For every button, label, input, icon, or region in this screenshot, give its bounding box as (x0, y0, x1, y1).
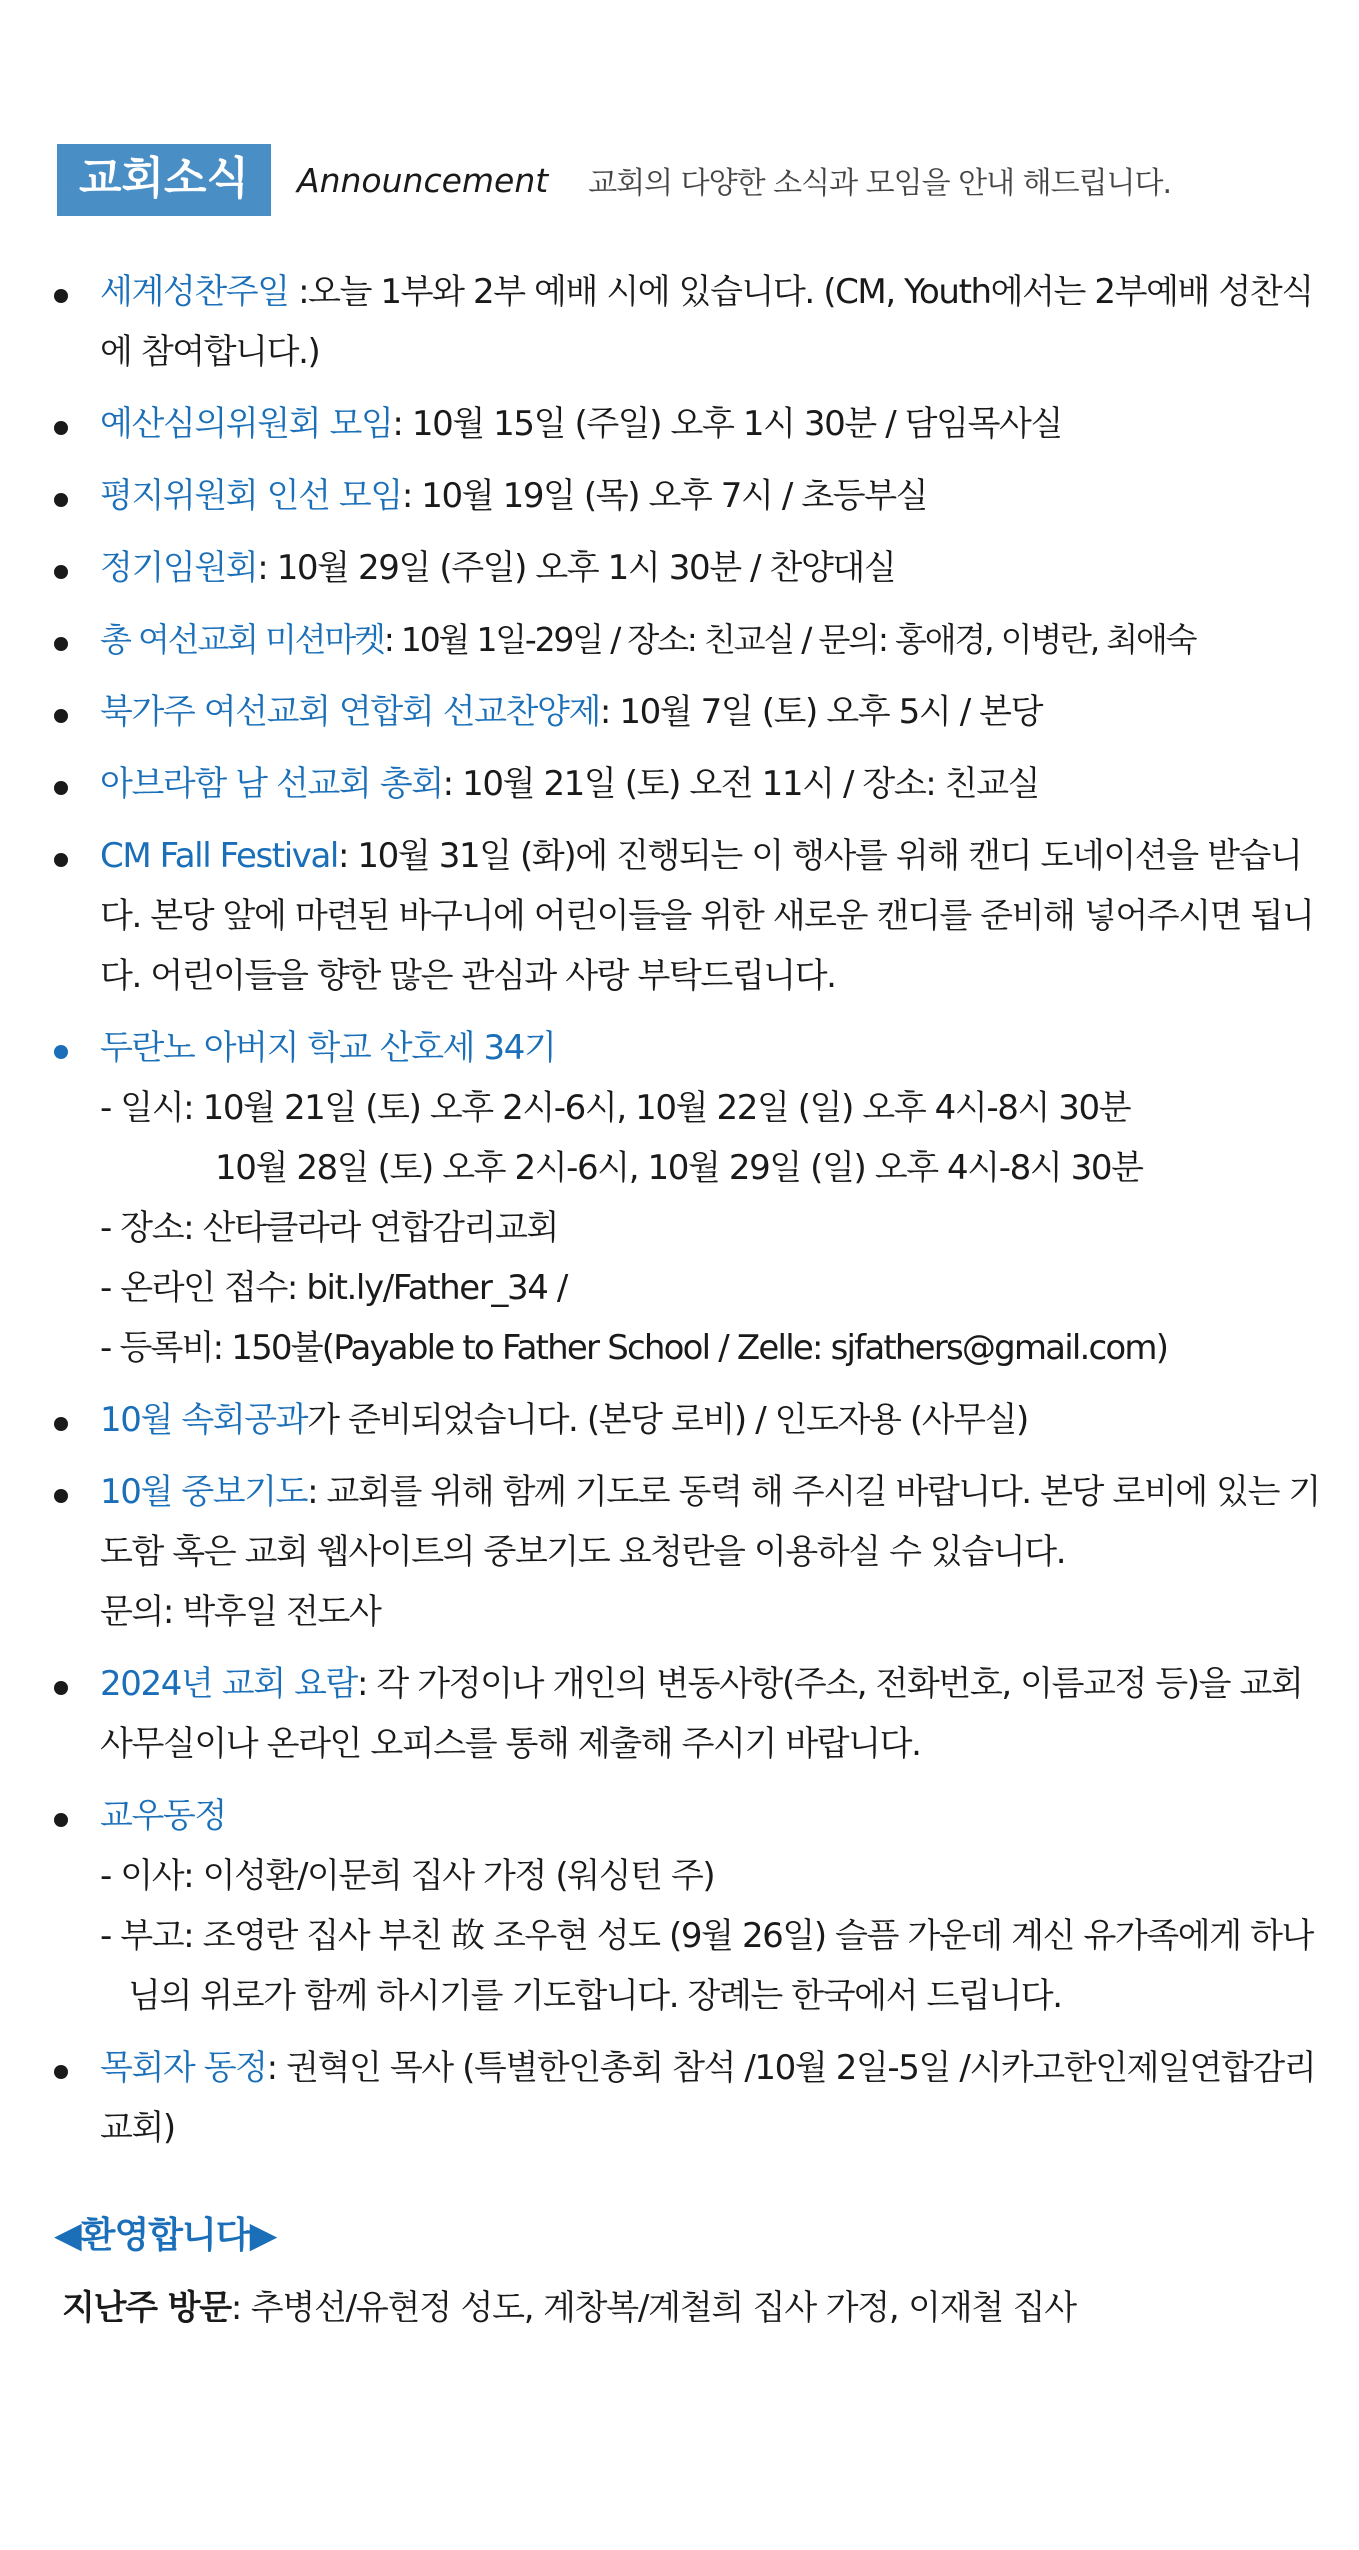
item-text: 가 준비되었습니다. (본당 로비) / 인도자용 (사무실) (307, 1400, 1028, 1440)
item-title: 세계성찬주일 (100, 272, 289, 312)
place-line: - 장소: 산타클라라 연합감리교회 (100, 1208, 558, 1248)
list-item (0, 1786, 1359, 2026)
bullet-icon (54, 1045, 68, 1059)
item-title: 목회자 동정 (100, 2048, 267, 2088)
visitors-names: : 추병선/유현정 성도, 계창복/계철희 집사 가정, 이재철 집사 (230, 2288, 1076, 2328)
list-item (0, 826, 1359, 1006)
list-item (0, 466, 1359, 526)
visitors-line (62, 2280, 1076, 2329)
item-text: : 각 가정이나 개인의 변동사항(주소, 전화번호, 이름교정 등)을 교회 사무실이나 온라인 오피스를 통해 제출해 주시기 바랍니다. (100, 1664, 1303, 1764)
move-line: - 이사: 이성환/이문희 집사 가정 (워싱턴 주) (100, 1856, 715, 1896)
list-item (0, 1462, 1359, 1642)
bullet-icon (54, 1813, 68, 1827)
schedule-line-continued: 10월 28일 (토) 오후 2시-6시, 10월 29일 (일) 오후 4시-8시 30분 (215, 1148, 1143, 1188)
item-title: 10월 중보기도 (100, 1472, 308, 1512)
item-text: : 10월 7일 (토) 오후 5시 / 본당 (599, 692, 1043, 732)
item-text: : 10월 29일 (주일) 오후 1시 30분 / 찬양대실 (257, 548, 896, 588)
member-news-details (100, 1846, 1329, 2026)
bullet-icon (54, 637, 68, 651)
item-title: CM Fall Festival (100, 836, 338, 876)
list-item (0, 1654, 1359, 1774)
bullet-icon (54, 781, 68, 795)
item-title: 예산심의위원회 모임 (100, 404, 393, 444)
list-item (0, 610, 1359, 670)
item-text: : 10월 31일 (화)에 진행되는 이 행사를 위해 캔디 도네이션을 받습니다. 본당 앞에 마련된 바구니에 어린이들을 위한 새로운 캔디를 준비해 넣어주시면 됩니다. 어린이들을 향한 많은 관심과 사랑 부탁드립니다. (100, 836, 1314, 996)
bullet-icon (54, 853, 68, 867)
item-text: : 교회를 위해 함께 기도로 동력 해 주시길 바랍니다. 본당 로비에 있는 기도함 혹은 교회 웹사이트의 중보기도 요청란을 이용하실 수 있습니다. (100, 1472, 1320, 1572)
welcome-heading: ◀환영합니다▶ (54, 2215, 277, 2256)
obituary-line: - 부고: 조영란 집사 부친 故 조우현 성도 (9월 26일) 슬픔 가운데 계신 유가족에게 하나님의 위로가 함께 하시기를 기도합니다. 장례는 한국에서 드립니다. (100, 1916, 1313, 2016)
bullet-icon (54, 493, 68, 507)
fee-line: - 등록비: 150불(Payable to Father School / Zelle: sjfathers@gmail.com) (100, 1328, 1168, 1368)
item-title: 아브라함 남 선교회 총회 (100, 764, 443, 804)
bullet-icon (54, 565, 68, 579)
bullet-icon (54, 1489, 68, 1503)
item-text: : 권혁인 목사 (특별한인총회 참석 /10월 2일-5일 /시카고한인제일연합감리교회) (100, 2048, 1316, 2148)
announcement-list (0, 262, 1359, 2170)
item-title: 2024년 교회 요람 (100, 1664, 357, 1704)
item-text: : 10월 1일-29일 / 장소: 친교실 / 문의: 홍애경, 이병란, 최애숙 (383, 620, 1196, 659)
list-item (0, 538, 1359, 598)
item-title: 북가주 여선교회 연합회 선교찬양제 (100, 692, 600, 732)
list-item (0, 754, 1359, 814)
item-text: :오늘 1부와 2부 예배 시에 있습니다. (CM, Youth에서는 2부예배 성찬식에 참여합니다.) (100, 272, 1313, 372)
bullet-icon (54, 1417, 68, 1431)
item-text: : 10월 19일 (목) 오후 7시 / 초등부실 (401, 476, 928, 516)
item-title: 두란노 아버지 학교 산호세 34기 (100, 1028, 556, 1068)
bullet-icon (54, 2065, 68, 2079)
announcement-header (57, 143, 1171, 217)
list-item (0, 1390, 1359, 1450)
item-title: 10월 속회공과 (100, 1400, 308, 1440)
list-item (0, 2038, 1359, 2158)
list-item (0, 682, 1359, 742)
item-title: 총 여선교회 미션마켓 (100, 620, 384, 659)
contact-line: 문의: 박후일 전도사 (100, 1592, 381, 1632)
bullet-icon (54, 709, 68, 723)
bullet-icon (54, 421, 68, 435)
section-description: 교회의 다양한 소식과 모임을 안내 해드립니다. (588, 166, 1172, 201)
item-title: 정기임원회 (100, 548, 258, 588)
bullet-icon (54, 289, 68, 303)
item-title: 평지위원회 인선 모임 (100, 476, 402, 516)
list-item (0, 262, 1359, 382)
online-registration-line: - 온라인 접수: bit.ly/Father_34 / (100, 1268, 567, 1308)
schedule-line: - 일시: 10월 21일 (토) 오후 2시-6시, 10월 22일 (일) 오후 4시-8시 30분 (100, 1088, 1131, 1128)
item-text: : 10월 21일 (토) 오전 11시 / 장소: 친교실 (442, 764, 1040, 804)
section-badge: 교회소식 (57, 144, 271, 216)
section-english-title: Announcement (297, 160, 549, 200)
father-school-details (100, 1078, 1329, 1378)
list-item (0, 1018, 1359, 1378)
list-item (0, 394, 1359, 454)
item-text: : 10월 15일 (주일) 오후 1시 30분 / 담임목사실 (392, 404, 1062, 444)
item-title: 교우동정 (100, 1796, 226, 1836)
bullet-icon (54, 1681, 68, 1695)
visitors-label: 지난주 방문 (62, 2288, 231, 2328)
